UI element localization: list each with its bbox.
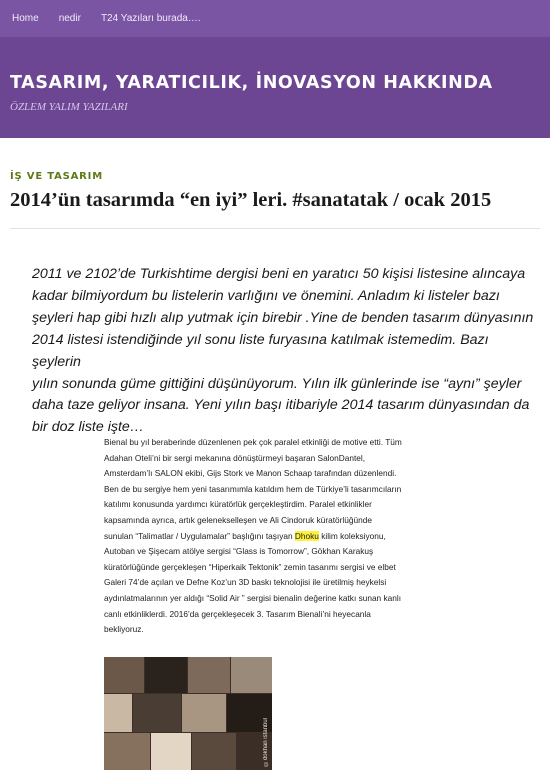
scan-line: katılımı konusunda yardımcı küratörlük gerçekleştirdim. Paralel etkinlikler	[104, 499, 372, 510]
photo-tile	[104, 657, 144, 693]
photo-tile	[151, 733, 191, 770]
scan-line: aydınlatmalarının yer aldığı “Solid Air ” sergisi bienalin değerine katkı sunan kanlı	[104, 592, 402, 603]
intro-line: 2011 ve 2102’de Turkishtime dergisi beni en yaratıcı 50 kişisi listesine alıncaya	[32, 266, 526, 282]
photo-credit: ©dokhan istanbul	[263, 717, 269, 766]
photo-tile	[182, 694, 226, 732]
scan-line: canlı etkinliklerdi. 2016’da gerçekleşecek 3. Tasarım Bienali’ni heyecanla	[104, 608, 371, 619]
nav-nedir-link[interactable]: nedir	[58, 13, 81, 24]
scan-line: Bienal bu yıl beraberinde düzenlenen pek çok paralel etkinliği de motive etti. Tüm	[104, 437, 402, 447]
nav-home-link[interactable]: Home	[12, 13, 39, 24]
scan-line-with-highlight	[104, 529, 474, 545]
scan-line: Adahan Oteli’ni bir sergi mekanına dönüştürmeyi başaran SalonDantel,	[104, 452, 366, 463]
intro-line: daha taze geliyor insana. Yeni yılın başı itibariyle 2014 tasarım dünyasından da	[32, 397, 530, 414]
intro-line: bir doz liste işte…	[32, 419, 144, 436]
scan-line: Amsterdam’lı SALON ekibi, Gijs Stork ve Manon Schaap tarafından düzenlendi.	[104, 468, 397, 479]
intro-line: yılın sonunda güme gittiğini düşünüyorum. Yılın ilk günlerinde ise “aynı” şeyler	[32, 375, 522, 392]
scan-line: bekliyoruz.	[104, 624, 144, 635]
scan-line-text: sunulan “Talimatlar / Uygulamalar” başlığını taşıyan	[104, 530, 295, 541]
scan-line: Galeri 74’de açılan ve Defne Koz’un 3D baskı teknolojisi ile üretilmiş heykelsi	[104, 577, 387, 588]
site-description: ÖZLEM YALIM YAZILARI	[10, 101, 128, 113]
intro-line: şeyleri hap gibi hızlı alıp yutmak için birebir .Yine de benden tasarım dünyasının	[32, 309, 534, 326]
scan-line: kapsamında ayrıca, artık gelenekselleşen ve Ali Cindoruk küratörlüğünde	[104, 514, 372, 525]
photo-tile	[231, 657, 272, 693]
highlighted-word: Dhoku	[294, 530, 319, 541]
post-intro	[32, 264, 537, 439]
post-category-link[interactable]: İŞ VE TASARIM	[10, 171, 103, 182]
scan-line: küratörlüğünde gerçekleşen “Hiperkaik Tektonik” zemin tasarımı sergisi ve elbet	[104, 561, 396, 572]
scan-line-text: kilim koleksiyonu,	[318, 530, 386, 541]
photo-tile	[133, 694, 181, 732]
site-header	[0, 37, 550, 138]
scan-line: Autoban ve Şişecam atölye sergisi “Glass is Tomorrow”, Gökhan Karakuş	[104, 546, 374, 557]
photo-tile	[188, 657, 230, 693]
photo-tile	[145, 657, 187, 693]
scan-line: Ben de bu sergiye hem yeni tasarımımla katıldım hem de Türkiye’li tasarımcıların	[104, 483, 402, 494]
photo-tile	[104, 733, 150, 770]
exhibition-photo-collage[interactable]	[104, 657, 272, 770]
top-navigation	[0, 0, 550, 37]
photo-tile	[104, 694, 132, 732]
scanned-article-excerpt	[104, 435, 474, 638]
photo-tile	[192, 733, 236, 770]
intro-line: kadar bilmiyordum bu listelerin varlığını ve önemini. Anladım ki listeler bazı	[32, 287, 500, 304]
intro-line: 2014 listesi istendiğinde yıl sonu liste furyasına katılmak istemedim. Bazı şeylerin	[32, 331, 489, 370]
title-divider	[10, 228, 540, 229]
post-title: 2014’ün tasarımda “en iyi” leri. #sanatatak / ocak 2015	[10, 189, 492, 211]
site-title[interactable]: TASARIM, YARATICILIK, İNOVASYON HAKKINDA	[10, 73, 493, 93]
nav-t24-link[interactable]: T24 Yazıları burada….	[100, 13, 201, 24]
